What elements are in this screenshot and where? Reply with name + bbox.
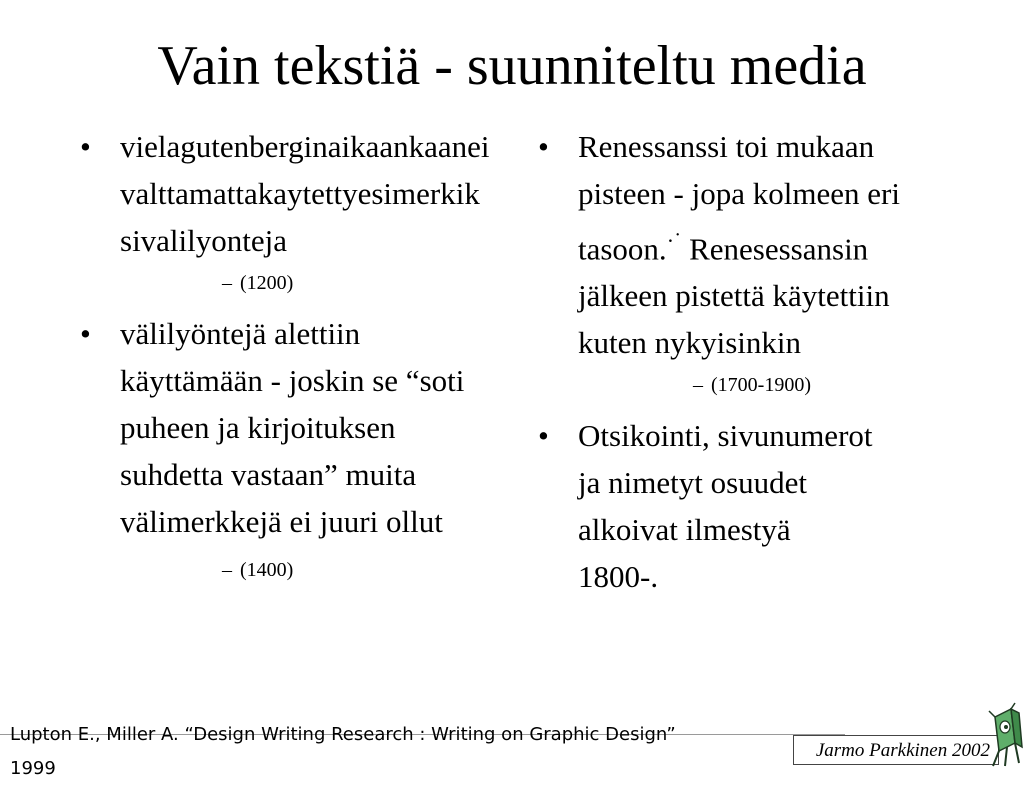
author-name: Jarmo Parkkinen 2002 (815, 740, 990, 761)
right-sub-bullet-1 (538, 372, 958, 398)
slide-title: Vain tekstiä - suunniteltu media (157, 35, 867, 97)
right-column (538, 123, 958, 600)
dash-icon: – (693, 374, 703, 397)
green-figure-logo-icon (985, 703, 1024, 768)
three-dots-icon: ·˙ (666, 228, 682, 253)
bullet-icon: • (538, 129, 549, 164)
bullet-icon: • (538, 418, 549, 454)
right-bullet-text-1b: Renesessansin jälkeen pistettä käytettiin kuten nykyisinkin (578, 231, 890, 361)
bullet-icon: • (80, 316, 91, 351)
left-sub-text-1: (1200) (240, 272, 294, 294)
right-bullet-item-1 (538, 123, 958, 366)
dash-icon: – (222, 559, 232, 581)
left-bullet-item-2 (80, 310, 490, 545)
right-bullet-item-2 (538, 412, 878, 600)
left-bullet-text-2: välilyöntejä alettiin käyttämään - joskin se “soti puheen ja kirjoituksen suhdetta vastaan” muita välimerkkejä ei juuri ollut (120, 316, 465, 539)
bullet-icon: • (80, 129, 91, 164)
author-box (793, 735, 999, 765)
left-sub-bullet-1 (80, 270, 490, 296)
left-sub-bullet-2 (80, 557, 490, 583)
right-sub-text-1: (1700-1900) (711, 374, 811, 397)
left-bullet-text-1: vielagutenberginaikaankaaneivalttamattakaytettyesimerkiksivalilyonteja (120, 129, 490, 258)
right-bullet-text-1a: Renessanssi toi mukaan pisteen - jopa kolmeen eri tasoon. (578, 129, 900, 267)
right-bullet-text-2: Otsikointi, sivunumerot ja nimetyt osuudet alkoivat ilmestyä 1800-. (578, 418, 873, 595)
left-sub-text-2: (1400) (240, 559, 294, 581)
dash-icon: – (222, 272, 232, 294)
left-bullet-item-1 (80, 123, 490, 264)
logo-graphic (985, 703, 1024, 768)
left-column (80, 123, 490, 597)
footer-citation: Lupton E., Miller A. “Design Writing Research : Writing on Graphic Design” 1999 (10, 724, 676, 779)
